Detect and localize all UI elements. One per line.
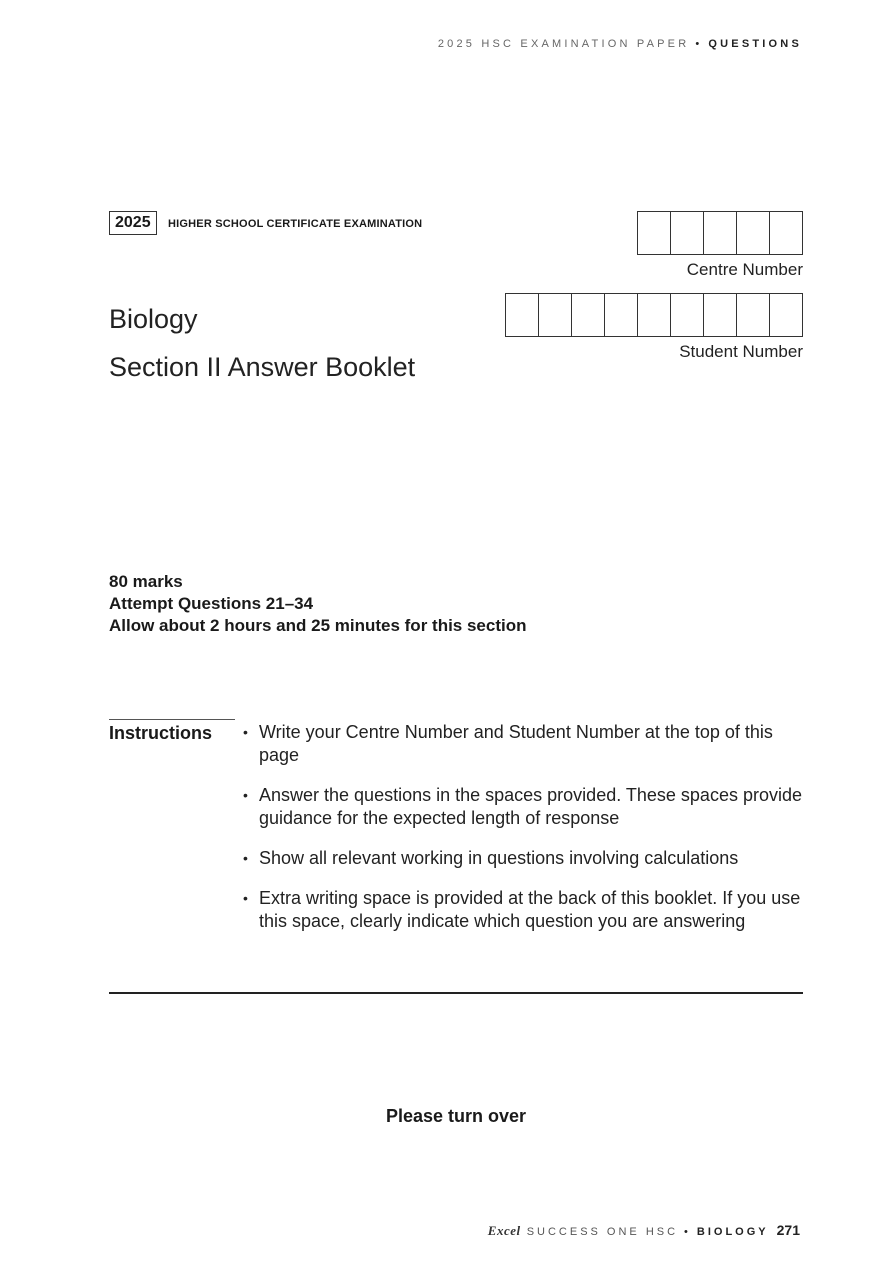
centre-number-digit-box[interactable] [736,212,769,254]
subject-title: Biology [109,304,198,334]
total-marks: 80 marks [109,572,183,591]
bullet-icon: • [243,850,248,866]
student-number-digit-box[interactable] [703,294,736,336]
instruction-item [243,887,803,933]
instruction-item [243,847,803,870]
page-number: 271 [776,1222,800,1238]
booklet-title: Section II Answer Booklet [109,352,416,382]
student-number-digit-box[interactable] [736,294,769,336]
instruction-text: Answer the questions in the spaces provided. These spaces provide guidance for the expected length of response [259,785,802,828]
footer-series: SUCCESS ONE HSC [526,1226,679,1238]
instruction-text: Write your Centre Number and Student Number at the top of this page [259,722,773,765]
centre-number-digit-box[interactable] [670,212,703,254]
centre-number-label: Centre Number [686,260,803,279]
student-number-digit-box[interactable] [538,294,571,336]
bullet-icon: • [243,890,248,906]
centre-number-digit-box[interactable] [769,212,802,254]
instructions-rule [109,719,235,720]
marks-block [109,571,527,637]
running-header-separator: • [695,38,703,50]
footer-brand: Excel [487,1223,521,1238]
instruction-text: Show all relevant working in questions involving calculations [259,848,739,868]
centre-number-boxes[interactable] [637,211,803,255]
running-header-right: QUESTIONS [708,38,802,50]
footer-separator: • [684,1226,691,1238]
running-header [438,38,802,50]
instructions-heading: Instructions [109,723,213,743]
instructions-list [243,721,803,950]
section-divider [109,992,803,994]
student-number-boxes[interactable] [505,293,803,337]
footer [488,1222,800,1239]
turn-over-note: Please turn over [385,1106,527,1126]
centre-number-digit-box[interactable] [638,212,670,254]
exam-name: HIGHER SCHOOL CERTIFICATE EXAMINATION [168,218,423,230]
footer-subject: BIOLOGY [696,1226,769,1238]
instruction-item [243,721,803,767]
bullet-icon: • [243,787,248,803]
exam-year-badge: 2025 [109,211,157,235]
running-header-left: 2025 HSC EXAMINATION PAPER [437,38,690,50]
instruction-item [243,784,803,830]
student-number-digit-box[interactable] [604,294,637,336]
student-number-label: Student Number [679,342,803,361]
student-number-digit-box[interactable] [670,294,703,336]
student-number-digit-box[interactable] [637,294,670,336]
instruction-text: Extra writing space is provided at the back of this booklet. If you use this space, clearly indicate which question you are answering [259,888,801,931]
student-number-digit-box[interactable] [571,294,604,336]
attempt-questions: Attempt Questions 21–34 [109,594,314,613]
bullet-icon: • [243,724,248,740]
student-number-digit-box[interactable] [506,294,538,336]
time-allowance: Allow about 2 hours and 25 minutes for this section [109,616,527,635]
centre-number-digit-box[interactable] [703,212,736,254]
student-number-digit-box[interactable] [769,294,802,336]
